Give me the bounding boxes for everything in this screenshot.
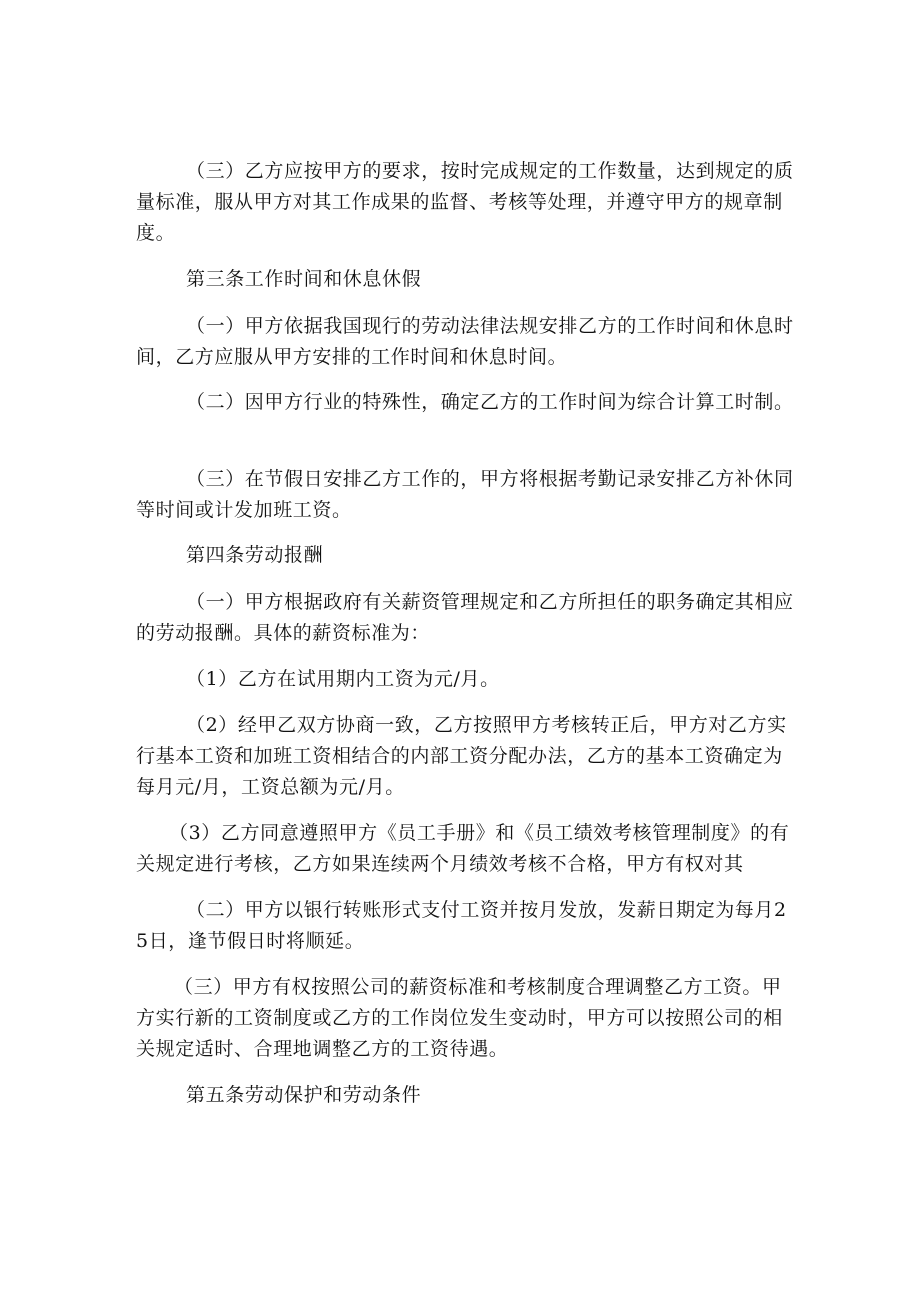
paragraph-performance-review: （3）乙方同意遵照甲方《员工手册》和《员工绩效考核管理制度》的有关规定进行考核，乙方如果连续两个月绩效考核不合格，甲方有权对其 xyxy=(136,822,790,875)
paragraph-remuneration: （一）甲方根据政府有关薪资管理规定和乙方所担任的职务确定其相应的劳动报酬。具体的薪资标准为： xyxy=(136,591,794,644)
heading-article-3: 第三条工作时间和休息休假 xyxy=(186,268,422,290)
paragraph-working-hours: （一）甲方依据我国现行的劳动法律法规安排乙方的工作时间和休息时间，乙方应服从甲方安排的工作时间和休息时间。 xyxy=(136,315,794,368)
paragraph-holiday-work: （三）在节假日安排乙方工作的，甲方将根据考勤记录安排乙方补休同等时间或计发加班工资。 xyxy=(136,468,794,521)
paragraph-work-quality: （三）乙方应按甲方的要求，按时完成规定的工作数量，达到规定的质量标准，服从甲方对其工作成果的监督、考核等处理，并遵守甲方的规章制度。 xyxy=(136,160,794,244)
heading-article-4: 第四条劳动报酬 xyxy=(186,544,324,566)
paragraph-salary-adjustment: （三）甲方有权按照公司的薪资标准和考核制度合理调整乙方工资。甲方实行新的工资制度或乙方的工作岗位发生变动时，甲方可以按照公司的相关规定适时、合理地调整乙方的工资待遇。 xyxy=(136,976,783,1060)
paragraph-base-salary: （2）经甲乙双方协商一致，乙方按照甲方考核转正后，甲方对乙方实行基本工资和加班工资相结合的内部工资分配办法，乙方的基本工资确定为每月元/月，工资总额为元/月。 xyxy=(136,714,787,798)
paragraph-comprehensive-hours: （二）因甲方行业的特殊性，确定乙方的工作时间为综合计算工时制。 xyxy=(186,391,794,413)
paragraph-payment-method: （二）甲方以银行转账形式支付工资并按月发放，发薪日期定为每月25日，逢节假日时将顺延。 xyxy=(136,899,787,952)
paragraph-probation-salary: （1）乙方在试用期内工资为元/月。 xyxy=(186,668,500,690)
heading-article-5: 第五条劳动保护和劳动条件 xyxy=(186,1084,422,1106)
